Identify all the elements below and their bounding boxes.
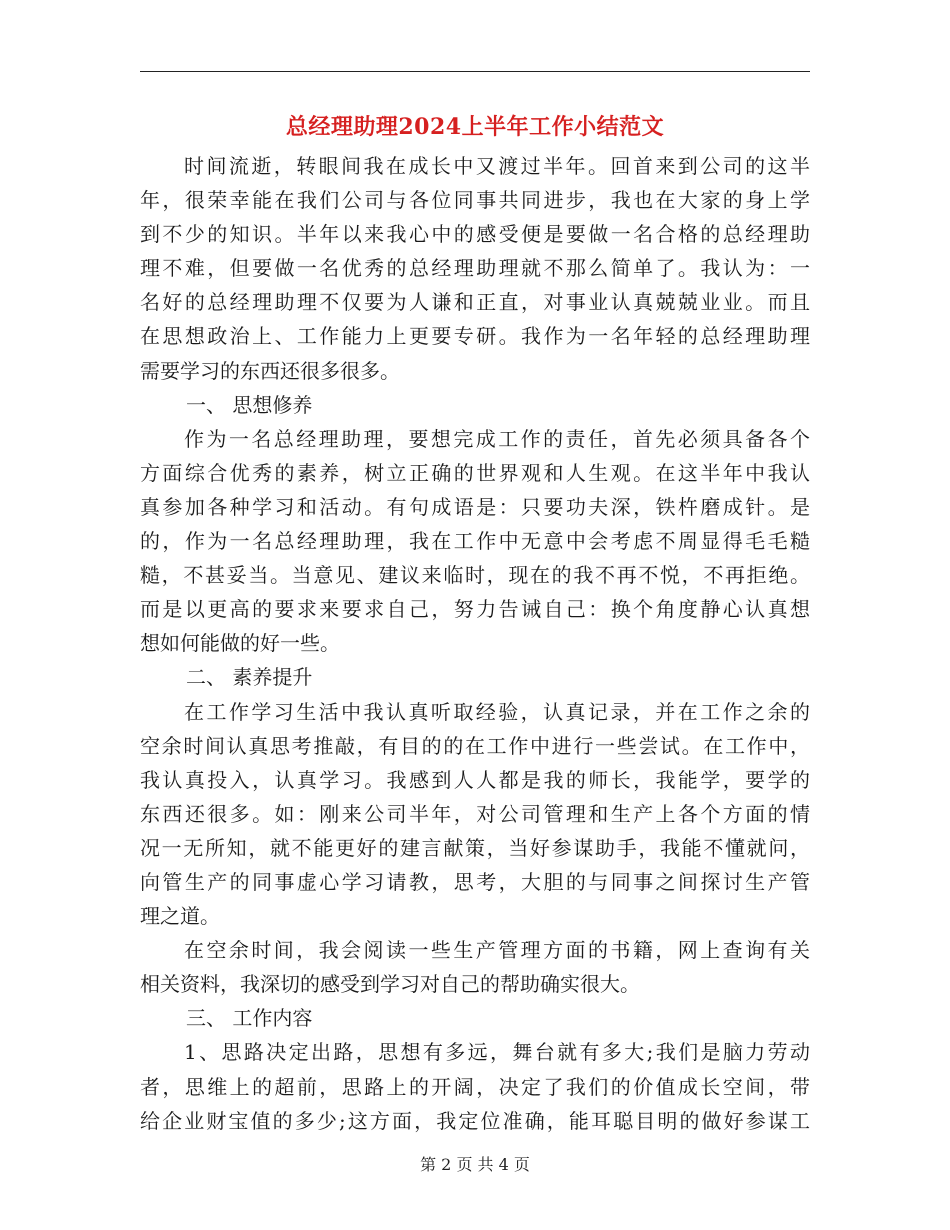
paragraph-line: 年，很荣幸能在我们公司与各位同事共同进步，我也在大家的身上学 [140, 188, 810, 213]
document-body [140, 149, 810, 1138]
section-heading: 一、 思想修养 [186, 392, 313, 417]
paragraph-line: 糙，不甚妥当。当意见、建议来临时，现在的我不再不悦，不再拒绝。 [140, 563, 810, 588]
paragraph-line: 理之道。 [140, 904, 220, 929]
paragraph-line: 东西还很多。如：刚来公司半年，对公司管理和生产上各个方面的情 [140, 801, 810, 826]
paragraph-line: 况一无所知，就不能更好的建言献策，当好参谋助手，我能不懂就问， [140, 835, 810, 860]
paragraph-line: 给企业财宝值的多少;这方面，我定位准确，能耳聪目明的做好参谋工 [140, 1108, 810, 1133]
paragraph-line: 空余时间认真思考推敲，有目的的在工作中进行一些尝试。在工作中， [140, 733, 810, 758]
paragraph-line: 我认真投入，认真学习。我感到人人都是我的师长，我能学，要学的 [140, 767, 810, 792]
paragraph-line: 想如何能做的好一些。 [140, 631, 340, 656]
paragraph-line: 在工作学习生活中我认真听取经验，认真记录，并在工作之余的 [184, 699, 810, 724]
paragraph-line: 名好的总经理助理不仅要为人谦和正直，对事业认真兢兢业业。而且 [140, 290, 810, 315]
paragraph-line: 在空余时间，我会阅读一些生产管理方面的书籍，网上查询有关 [184, 938, 810, 963]
page-number: 第 2 页 共 4 页 [420, 1155, 530, 1174]
paragraph-line: 1、思路决定出路，思想有多远，舞台就有多大;我们是脑力劳动 [184, 1040, 810, 1065]
paragraph-line: 在思想政治上、工作能力上更要专研。我作为一名年轻的总经理助理 [140, 324, 810, 349]
paragraph-line: 需要学习的东西还很多很多。 [140, 358, 400, 383]
section-heading: 三、 工作内容 [186, 1006, 313, 1031]
paragraph-line: 作为一名总经理助理，要想完成工作的责任，首先必须具备各个 [184, 426, 810, 451]
paragraph-line: 者，思维上的超前，思路上的开阔，决定了我们的价值成长空间，带 [140, 1074, 810, 1099]
section-heading: 二、 素养提升 [186, 665, 313, 690]
paragraph-line: 到不少的知识。半年以来我心中的感受便是要做一名合格的总经理助 [140, 222, 810, 247]
paragraph-line: 相关资料，我深切的感受到学习对自己的帮助确实很大。 [140, 972, 640, 997]
document-title: 总经理助理2024上半年工作小结范文 [285, 114, 665, 140]
paragraph-line: 时间流逝，转眼间我在成长中又渡过半年。回首来到公司的这半 [184, 154, 810, 178]
header-rule [140, 71, 810, 72]
paragraph-line: 的，作为一名总经理助理，我在工作中无意中会考虑不周显得毛毛糙 [140, 529, 810, 554]
paragraph-line: 方面综合优秀的素养，树立正确的世界观和人生观。在这半年中我认 [140, 460, 810, 485]
paragraph-line: 向管生产的同事虚心学习请教，思考，大胆的与同事之间探讨生产管 [140, 869, 810, 894]
paragraph-line: 而是以更高的要求来要求自己，努力告诫自己：换个角度静心认真想 [140, 597, 810, 622]
paragraph-line: 真参加各种学习和活动。有句成语是：只要功夫深，铁杵磨成针。是 [140, 494, 810, 519]
paragraph-line: 理不难，但要做一名优秀的总经理助理就不那么简单了。我认为：一 [140, 256, 810, 281]
